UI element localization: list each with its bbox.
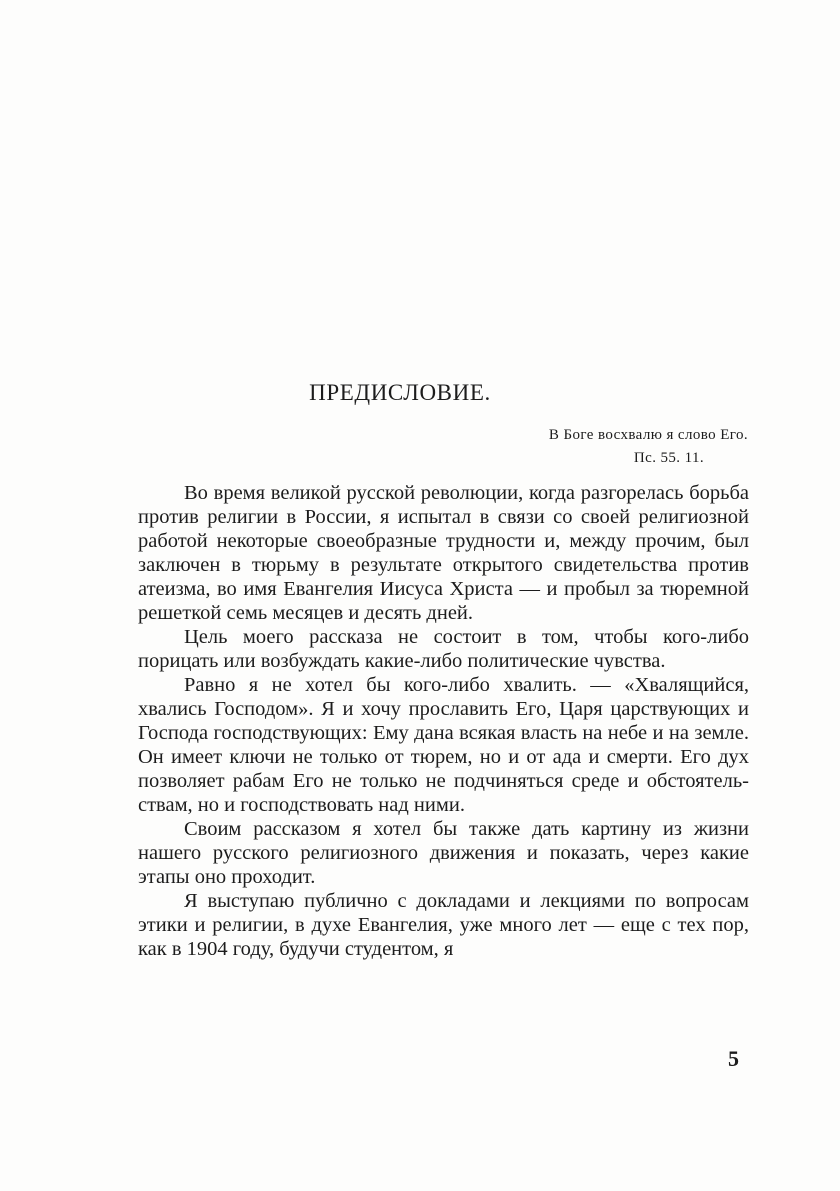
body-text — [138, 481, 749, 961]
paragraph: Своим рассказом я хотел бы также дать картину из жизни нашего русского религиозного движения и показать, через какие этапы оно проходит. — [138, 818, 749, 888]
epigraph-reference: Пс. 55. 11. — [633, 450, 704, 466]
page-number: 5 — [728, 1046, 739, 1071]
paragraph: Цель моего рассказа не состоит в том, чтобы кого-либо порицать или возбуждать какие-либо политические чувства. — [138, 626, 749, 672]
paragraph: Я выступаю публично с докладами и лекциями по вопросам этики и религии, в духе Евангелия, уже много лет — еще с тех пор, как в 1904 году, будучи студентом, я — [138, 890, 749, 960]
epigraph — [549, 424, 748, 470]
paragraph: Во время великой русской революции, когда разгорелась борьба против религии в России, я испытал в связи со своей религиозной работой некоторые своеобразные трудности и, между прочим, был заключен в тюрьму в результате открытого свидетельства против атеизма, во имя Евангелия Иисуса Христа — и пробыл за тюремной решеткой семь месяцев и десять дней. — [138, 482, 749, 624]
chapter-heading: ПРЕДИСЛОВИЕ. — [309, 380, 491, 405]
paragraph: Равно я не хотел бы кого-либо хвалить. — «Хвалящийся, хвались Господом». Я и хочу прославить Его, Царя царствующих и Господа господствующих: Ему дана всякая власть на небе и на земле. Он имеет ключи не только от тюрем, но и от ада и смерти. Его дух позволяет рабам Его не только не подчиняться среде и обстоятельствам, но и господствовать над ними. — [138, 674, 749, 816]
epigraph-quote: В Боге восхвалю я слово Его. — [548, 427, 748, 443]
